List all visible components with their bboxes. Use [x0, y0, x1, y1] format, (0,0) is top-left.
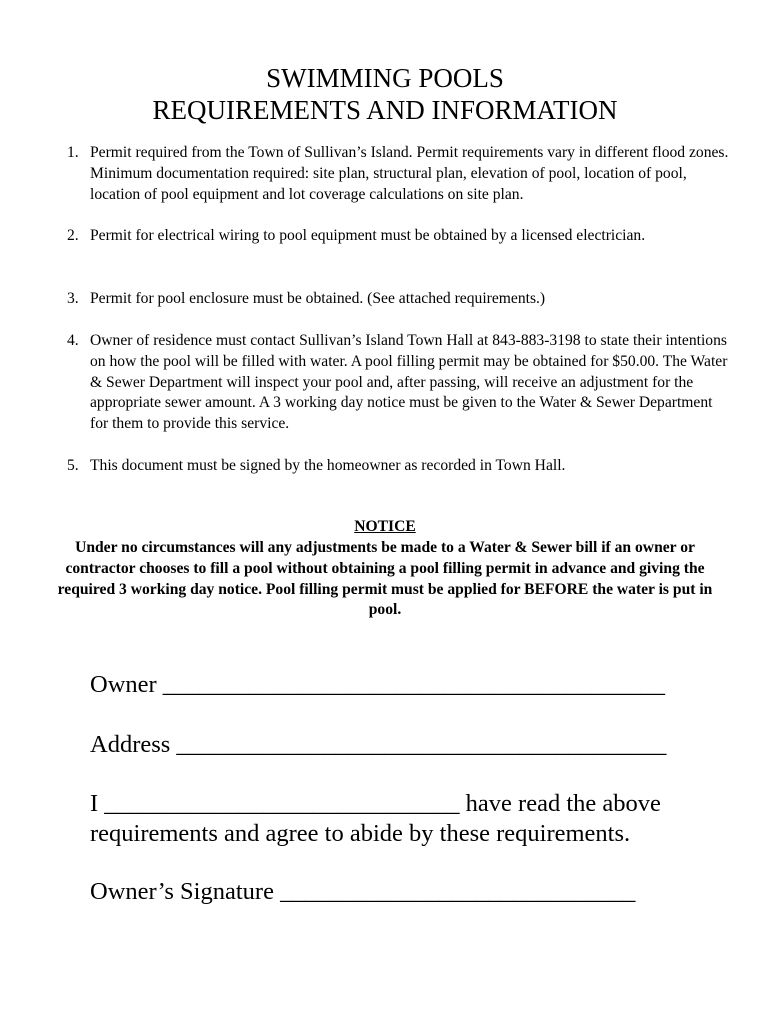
ack-prefix: I	[90, 790, 99, 817]
page-title: SWIMMING POOLS	[266, 63, 504, 93]
signature-label: Owner’s Signature	[90, 878, 274, 905]
owner-label: Owner	[90, 671, 157, 698]
page-subtitle: REQUIREMENTS AND INFORMATION	[152, 95, 618, 125]
address-label: Address	[90, 731, 171, 758]
requirement-number: 5.	[67, 456, 79, 474]
requirement-item	[60, 331, 732, 435]
requirement-text: Owner of residence must contact Sullivan’s Island Town Hall at 843-883-3198 to state their intentions on how the pool will be filled with water. A pool filling permit may be obtained for $50.00. The Water & Sewer Department will inspect your pool and, after passing, will receive an adjustment for the appropriate sewer amount. A 3 working day notice must be given to the Water & Sewer Department for them to provide this service.	[90, 331, 728, 433]
owner-field	[90, 670, 730, 699]
requirement-number: 4.	[67, 331, 79, 349]
ack-name-blank[interactable]: _____________________________	[104, 790, 460, 817]
acknowledgement-line2: requirements and agree to abide by these requirements.	[90, 820, 631, 847]
signature-field	[90, 877, 730, 906]
requirement-number: 3.	[67, 290, 79, 308]
owner-blank[interactable]: _________________________________________	[162, 671, 666, 698]
ack-suffix: have read the above	[465, 790, 661, 817]
address-field	[90, 730, 730, 759]
signature-blank[interactable]: _____________________________	[280, 878, 636, 905]
notice-heading: NOTICE	[354, 518, 416, 535]
address-blank[interactable]: ________________________________________	[176, 731, 667, 758]
requirement-number: 1.	[67, 144, 79, 161]
requirement-item	[60, 289, 732, 310]
acknowledgement-field	[90, 789, 730, 818]
requirement-item	[60, 143, 732, 205]
requirement-text: Permit required from the Town of Sullivan’s Island. Permit requirements vary in different flood zones. Minimum documentation required: site plan, structural plan, elevation of pool, location of pool, location of pool equipment and lot coverage calculations on site plan.	[90, 144, 729, 203]
requirement-item	[60, 456, 732, 477]
requirement-number: 2.	[67, 227, 79, 245]
requirement-text: Permit for electrical wiring to pool equipment must be obtained by a licensed electrician.	[90, 227, 646, 245]
requirement-text: This document must be signed by the homeowner as recorded in Town Hall.	[90, 456, 566, 474]
requirements-list	[60, 143, 732, 477]
requirement-item	[60, 226, 732, 247]
notice-text: Under no circumstances will any adjustments be made to a Water & Sewer bill if an owner or contractor chooses to fill a pool without obtaining a pool filling permit in advance and giving the required 3 working day notice. Pool filling permit must be applied for BEFORE the water is put in pool.	[57, 539, 713, 619]
requirement-text: Permit for pool enclosure must be obtained. (See attached requirements.)	[90, 290, 546, 308]
